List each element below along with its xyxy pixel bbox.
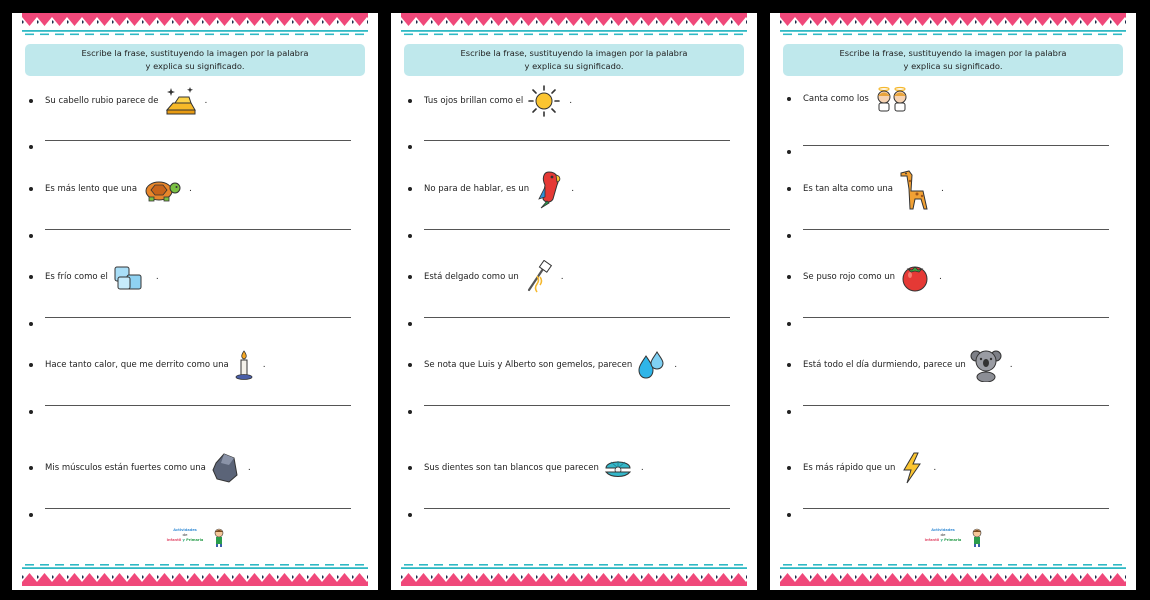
logo-line-2: de (940, 533, 946, 537)
bullet (408, 145, 412, 149)
site-logo (918, 528, 988, 550)
sentence-text: Sus dientes son tan blancos que parecen (424, 463, 599, 473)
bullet (787, 234, 791, 238)
sentence-text: Se nota que Luis y Alberto son gemelos, parecen (424, 360, 633, 370)
sentence-period: . (939, 272, 942, 282)
exercise-item (391, 347, 757, 407)
answer-line[interactable] (803, 229, 1109, 230)
worksheet-page-1 (12, 13, 378, 590)
sentence-text: Es tan alta como una (803, 184, 893, 194)
instructions-line-2: y explica su significado. (145, 61, 245, 71)
sentence-period: . (571, 184, 575, 194)
koala-icon (970, 348, 1002, 382)
exercise-item (770, 171, 1136, 231)
lightning-icon (899, 451, 925, 485)
bullet (29, 234, 33, 238)
worksheet-page-2 (391, 13, 757, 590)
logo-line-2: de (182, 533, 188, 537)
answer-line[interactable] (45, 405, 351, 406)
bullet (408, 234, 412, 238)
sentence-text: Se puso rojo como un (803, 272, 896, 282)
instructions-line-1: Escribe la frase, sustituyendo la imagen por la palabra (81, 48, 309, 58)
turtle-icon (141, 176, 181, 202)
bullet (787, 97, 791, 101)
logo-word-infantil: Infantil (166, 538, 182, 542)
exercise-item (12, 85, 378, 145)
bullet (29, 410, 33, 414)
answer-line[interactable] (803, 145, 1109, 146)
border-decoration-bottom (401, 562, 747, 586)
logo-word-y: y (182, 538, 185, 542)
bullet (787, 322, 791, 326)
gold-bars-icon (163, 86, 197, 116)
answer-line[interactable] (45, 508, 351, 509)
bullet (408, 275, 412, 279)
exercise-item (770, 453, 1136, 513)
border-decoration-top (22, 13, 368, 37)
sentence-period: . (1009, 360, 1013, 370)
exercise-item (12, 347, 378, 407)
site-logo (160, 528, 230, 550)
bullet (787, 513, 791, 517)
answer-line[interactable] (45, 229, 351, 230)
bullet (29, 99, 33, 103)
answer-line[interactable] (424, 317, 730, 318)
sentence-text: Tus ojos brillan como el (424, 96, 524, 106)
water-drops-icon (636, 350, 666, 380)
instructions-box (404, 44, 744, 76)
bullet (408, 99, 412, 103)
instructions-line-1: Escribe la frase, sustituyendo la imagen por la palabra (460, 48, 688, 58)
bullet (29, 466, 33, 470)
sentence-period: . (155, 272, 159, 282)
bullet (787, 150, 791, 154)
kid-mascot-icon (970, 528, 984, 548)
bullet (408, 410, 412, 414)
exercise-item (770, 259, 1136, 319)
logo-word-primaria: Primaria (186, 538, 204, 542)
sentence-period: . (560, 272, 564, 282)
answer-line[interactable] (424, 140, 730, 141)
exercise-item (12, 171, 378, 231)
sentence-period: . (247, 463, 251, 473)
bullet (787, 410, 791, 414)
instructions-line-2: y explica su significado. (903, 61, 1003, 71)
pearl-shell-icon (603, 456, 633, 480)
sentence-period: . (933, 463, 937, 473)
sentence-text: Hace tanto calor, que me derrito como una (45, 360, 229, 370)
instructions-line-2: y explica su significado. (524, 61, 624, 71)
exercise-item (12, 259, 378, 319)
sentence-period: . (569, 96, 573, 106)
bullet (29, 187, 33, 191)
candle-icon (233, 349, 255, 381)
sentence-text: No para de hablar, es un (424, 184, 530, 194)
bullet (408, 466, 412, 470)
sentence-text: Está delgado como un (424, 272, 519, 282)
sentence-text: Está todo el día durmiendo, parece un (803, 360, 966, 370)
answer-line[interactable] (424, 405, 730, 406)
bullet (408, 322, 412, 326)
answer-line[interactable] (803, 317, 1109, 318)
tomato-icon (899, 261, 931, 293)
sun-icon (527, 84, 561, 118)
logo-word-primaria: Primaria (944, 538, 962, 542)
border-decoration-top (401, 13, 747, 37)
sentence-text: Es más lento que una (45, 184, 138, 194)
logo-word-infantil: Infantil (924, 538, 940, 542)
sentence-period: . (640, 463, 644, 473)
exercise-item (770, 347, 1136, 407)
bullet (787, 275, 791, 279)
sentence-text: Su cabello rubio parece de (45, 96, 159, 106)
logo-word-y: y (940, 538, 943, 542)
answer-line[interactable] (424, 508, 730, 509)
exercise-item (12, 453, 378, 513)
exercise-item (770, 85, 1136, 145)
logo-line-1: Actividades (931, 528, 955, 532)
exercise-item (391, 171, 757, 231)
answer-line[interactable] (424, 229, 730, 230)
bullet (408, 187, 412, 191)
ice-cubes-icon (112, 263, 148, 291)
sentence-period: . (189, 184, 192, 194)
instructions-line-1: Escribe la frase, sustituyendo la imagen por la palabra (839, 48, 1067, 58)
exercise-item (391, 259, 757, 319)
sentence-period: . (674, 360, 678, 370)
bullet (787, 466, 791, 470)
sentence-period: . (204, 96, 208, 106)
border-decoration-top (780, 13, 1126, 37)
bullet (29, 322, 33, 326)
bullet (29, 363, 33, 367)
border-decoration-bottom (22, 562, 368, 586)
answer-line[interactable] (45, 140, 351, 141)
instructions-box (783, 44, 1123, 76)
parrot-icon (533, 169, 563, 209)
sentence-text: Canta como los (803, 94, 869, 104)
exercise-item (391, 85, 757, 145)
bullet (408, 513, 412, 517)
answer-line[interactable] (45, 317, 351, 318)
sentence-text: Mis músculos están fuertes como una (45, 463, 206, 473)
bullet (29, 275, 33, 279)
bullet (29, 513, 33, 517)
bullet (787, 363, 791, 367)
answer-line[interactable] (803, 405, 1109, 406)
worksheet-page-3 (770, 13, 1136, 590)
noodle-fork-icon (523, 260, 553, 294)
bullet (408, 363, 412, 367)
sentence-text: Es más rápido que un (803, 463, 896, 473)
answer-line[interactable] (803, 508, 1109, 509)
sentence-text: Es frío como el (45, 272, 108, 282)
sentence-period: . (262, 360, 266, 370)
exercise-item (391, 453, 757, 513)
bullet (29, 145, 33, 149)
bullet (787, 187, 791, 191)
rock-icon (210, 451, 240, 485)
logo-line-1: Actividades (173, 528, 197, 532)
sentence-period: . (941, 184, 944, 194)
angels-icon (873, 86, 911, 112)
giraffe-icon (897, 167, 933, 211)
kid-mascot-icon (212, 528, 226, 548)
border-decoration-bottom (780, 562, 1126, 586)
instructions-box (25, 44, 365, 76)
